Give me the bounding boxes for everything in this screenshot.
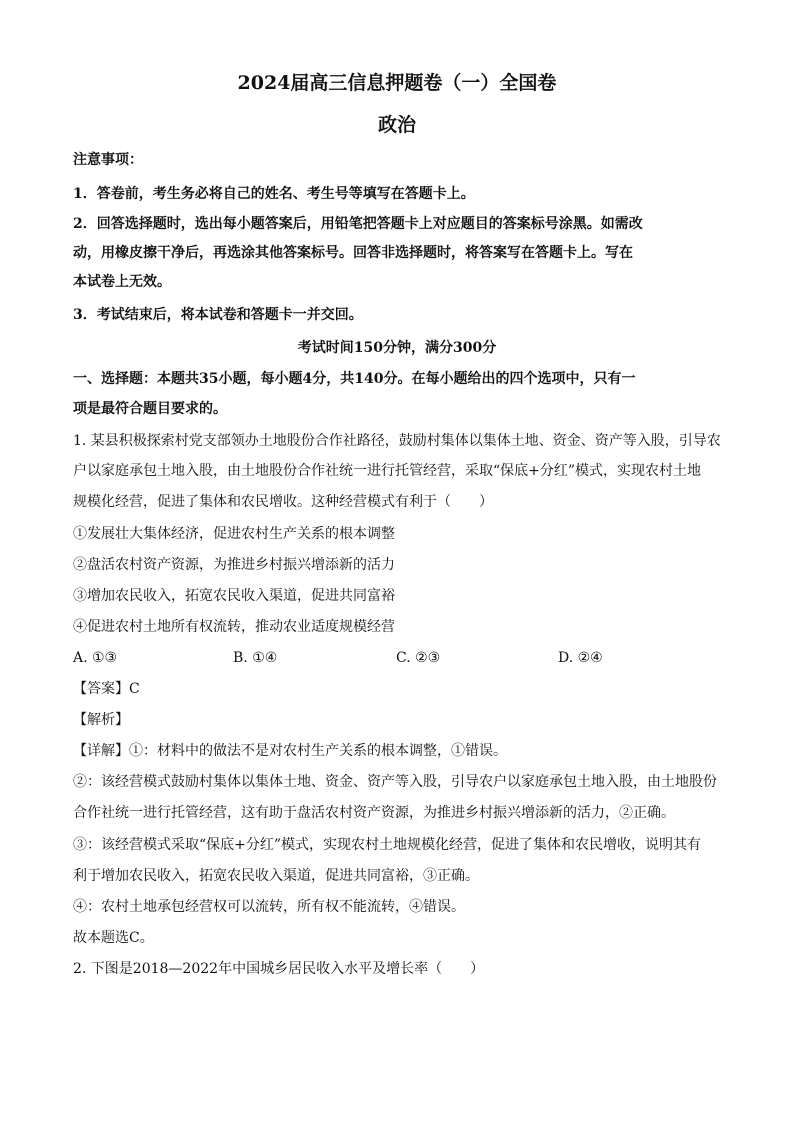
notice-item: 动，用橡皮擦干净后，再选涂其他答案标号。回答非选择题时，将答案写在答题卡上。写在 (73, 245, 633, 261)
explanation-line: ③：该经营模式采取“保底+分红”模式，实现农村土地规模化经营，促进了集体和农民增收，说明其有 (73, 837, 702, 853)
explanation-line: 利于增加农民收入，拓宽农民收入渠道，促进共同富裕，③正确。 (73, 868, 479, 884)
notice-item: 1．答卷前，考生务必将自己的姓名、考生号等填写在答题卡上。 (73, 186, 475, 202)
exam-info: 考试时间150分钟，满分300分 (297, 340, 497, 356)
notice-item: 2．回答选择题时，选出每小题答案后，用铅笔把答题卡上对应题目的答案标号涂黑。如需改 (73, 216, 643, 232)
statement-item: ④促进农村土地所有权流转，推动农业适度规模经营 (73, 619, 395, 635)
explanation-line: 合作社统一进行托管经营，这有助于盘活农村资产资源，为推进乡村振兴增添新的活力，②正确。 (73, 805, 675, 821)
answer-label: 【答案】C (73, 681, 140, 697)
statement-item: ②盘活农村资产资源，为推进乡村振兴增添新的活力 (73, 557, 395, 573)
option-a: A. ①③ (73, 650, 118, 666)
explanation-line: 故本题选C。 (73, 930, 154, 946)
section-heading: 项是最符合题目要求的。 (73, 401, 227, 417)
explanation-line: ④：农村土地承包经营权可以流转，所有权不能流转，④错误。 (73, 899, 465, 915)
option-d: D. ②④ (558, 650, 603, 666)
statement-item: ①发展壮大集体经济，促进农村生产关系的根本调整 (73, 526, 395, 542)
explanation-line: ②：该经营模式鼓励村集体以集体土地、资金、资产等入股，引导农户以家庭承包土地入股，由土地股份 (73, 774, 717, 790)
question-stem: 2. 下图是2018—2022年中国城乡居民收入水平及增长率（ ） (73, 961, 485, 977)
exam-title: 2024届高三信息押题卷（一）全国卷 (237, 72, 557, 94)
question-stem: 1. 某县积极探索村党支部领办土地股份合作社路径，鼓励村集体以集体土地、资金、资产等入股，引导农 (73, 433, 721, 449)
section-heading: 一、选择题：本题共35小题，每小题4分，共140分。在每小题给出的四个选项中，只有一 (73, 371, 636, 387)
analysis-label: 【解析】 (73, 712, 129, 728)
option-b: B. ①④ (233, 650, 278, 666)
notice-item: 本试卷上无效。 (73, 274, 171, 290)
explanation-line: 【详解】①：材料中的做法不是对农村生产关系的根本调整，①错误。 (73, 743, 507, 759)
question-stem: 户以家庭承包土地入股，由土地股份合作社统一进行托管经营，采取“保底+分红”模式，实现农村土地 (73, 463, 702, 479)
option-c: C. ②③ (396, 650, 441, 666)
notice-heading: 注意事项： (73, 152, 143, 168)
subject-title: 政治 (377, 114, 416, 136)
statement-item: ③增加农民收入，拓宽农民收入渠道，促进共同富裕 (73, 588, 395, 604)
notice-item: 3．考试结束后，将本试卷和答题卡一并交回。 (73, 307, 363, 323)
question-stem: 规模化经营，促进了集体和农民增收。这种经营模式有利于（ ） (73, 494, 493, 510)
